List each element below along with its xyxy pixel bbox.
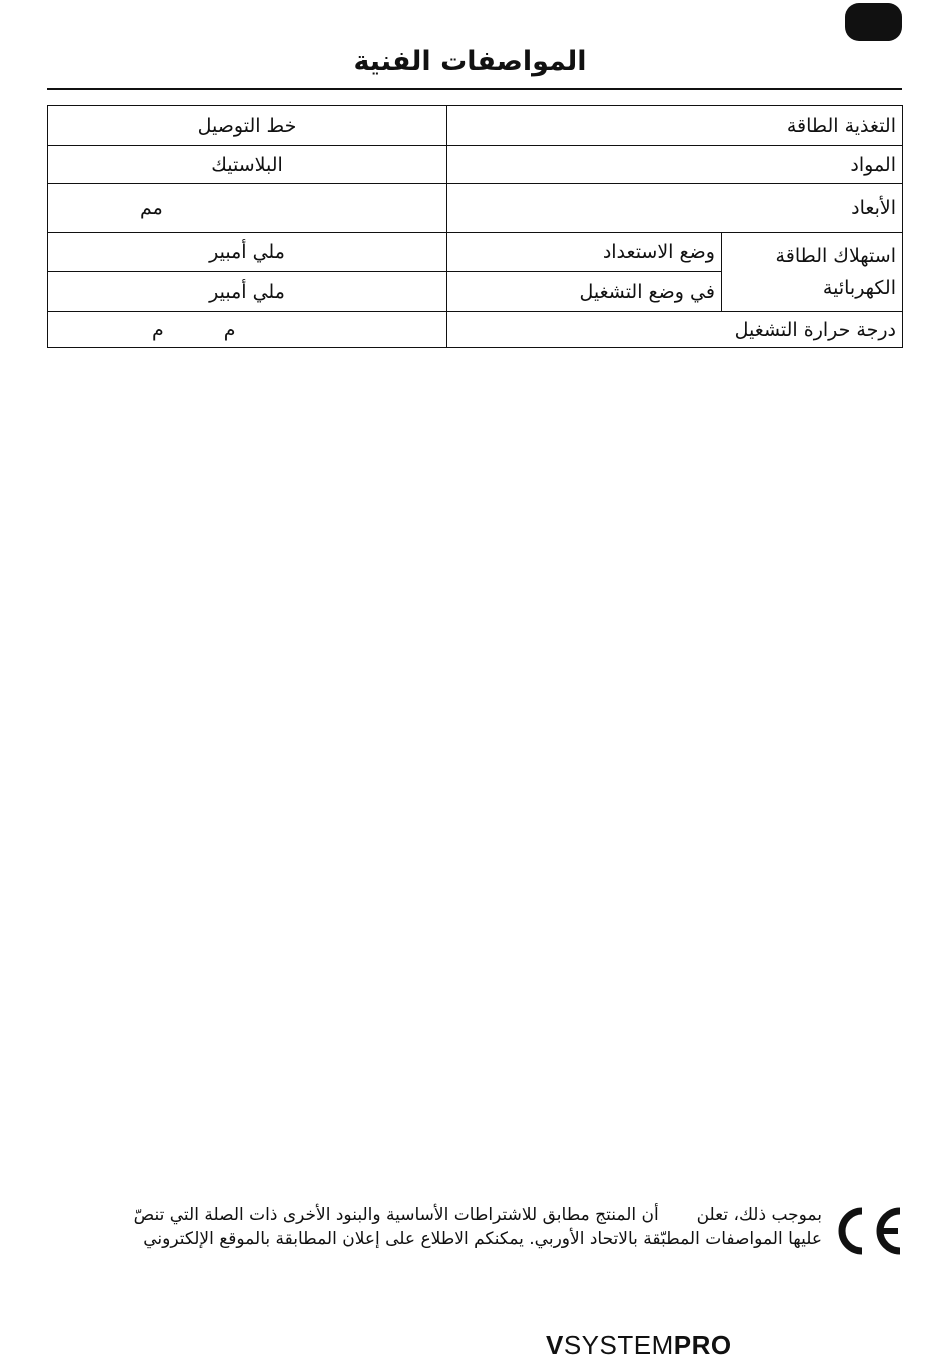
spec-label-power: التغذية الطاقة bbox=[447, 106, 903, 146]
table-row bbox=[48, 106, 903, 146]
title-underline bbox=[47, 88, 902, 90]
table-row bbox=[48, 146, 903, 184]
brand-part-system: SYSTEM bbox=[563, 1330, 674, 1360]
spec-value-dimensions bbox=[48, 184, 447, 233]
consumption-label-line2: الكهربائية bbox=[822, 277, 896, 299]
temperature-unit-min: م bbox=[223, 318, 236, 341]
spec-label-dimensions: الأبعاد bbox=[447, 184, 903, 233]
spec-label-standby: وضع الاستعداد bbox=[447, 233, 722, 272]
spec-label-consumption bbox=[721, 233, 902, 312]
spec-label-material: المواد bbox=[447, 146, 903, 184]
table-row bbox=[48, 233, 903, 272]
spec-label-operating: في وضع التشغيل bbox=[447, 272, 722, 312]
consumption-label-line1: استهلاك الطاقة bbox=[775, 245, 896, 267]
dimensions-unit: مم bbox=[140, 197, 163, 219]
brand-logo bbox=[546, 1330, 732, 1360]
brand-part-pro: PRO bbox=[673, 1330, 732, 1360]
page-number-badge bbox=[845, 3, 902, 41]
spec-value-operating: ملي أمبير bbox=[48, 272, 447, 312]
spec-value-standby: ملي أمبير bbox=[48, 233, 447, 272]
ce-declaration bbox=[47, 1203, 822, 1251]
page-title: المواصفات الفنية bbox=[353, 46, 587, 77]
spec-value-temperature bbox=[48, 312, 447, 348]
table-row bbox=[48, 184, 903, 233]
spec-value-material: البلاستيك bbox=[48, 146, 447, 184]
table-row bbox=[48, 312, 903, 348]
spec-value-power: خط التوصيل bbox=[48, 106, 447, 146]
spec-label-temperature: درجة حرارة التشغيل bbox=[447, 312, 903, 348]
specs-table bbox=[47, 105, 903, 348]
ce-mark-icon bbox=[832, 1205, 904, 1257]
ce-declaration-line2: عليها المواصفات المطبّقة بالاتحاد الأوربي. يمكنكم الاطلاع على إعلان المطابقة بالموقع الإلكتروني bbox=[143, 1229, 822, 1249]
temperature-unit-max: م bbox=[152, 318, 164, 341]
brand-part-v: V bbox=[546, 1330, 564, 1360]
ce-declaration-line1: بموجب ذلك، تعلن أن المنتج مطابق للاشتراطات الأساسية والبنود الأخرى ذات الصلة التي تنصّ bbox=[133, 1205, 822, 1225]
